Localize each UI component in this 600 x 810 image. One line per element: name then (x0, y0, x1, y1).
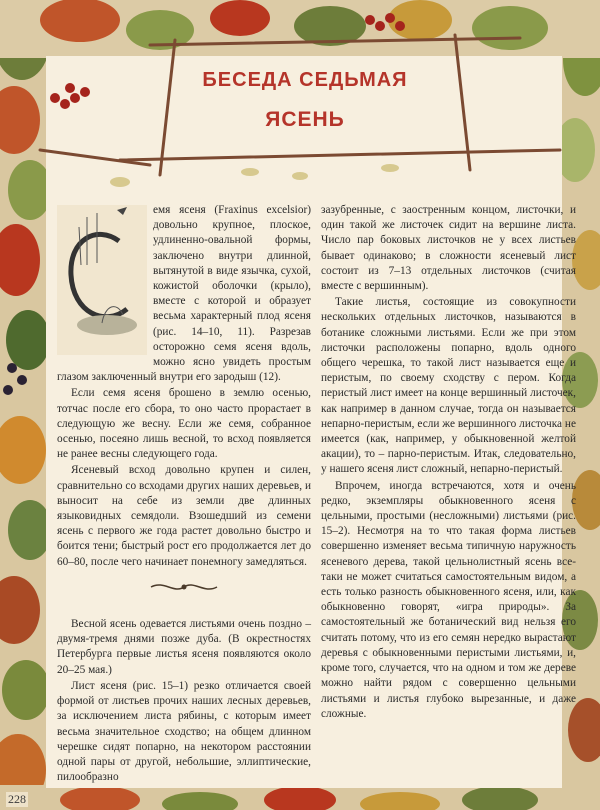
chapter-title-line2: ЯСЕНЬ (265, 108, 345, 131)
chapter-title (170, 55, 440, 155)
paragraph: Ясеневый всход довольно крупен и силен, сравнительно со всходами других наших деревьев, и выносит на себе из земли две длинных языковидных семядоли. Взошедший из семени ясень с первого же года растет довольно быстро и боится тени; быстрый рост его продолжается лет до 60–80, после чего начинает понемногу замедляться. (57, 464, 311, 568)
paragraph: емя ясеня (Fraxinus excelsior) довольно крупное, плоское, удлиненно-овальной формы, заключено внутри длинной, вытянутой в виде язычка, сухой, кожистой оболочки (крыло), вместе с которой и образует весьма характерный плод ясеня (рис. 14–10, 11). Разрезав осторожно семя ясеня вдоль, можно ясно увидеть простым глазом заключенный внутри его зародыш (12). (57, 204, 311, 384)
bottom-foliage-icon (0, 785, 600, 810)
page-number: 228 (8, 792, 26, 806)
chapter-title-line1: БЕСЕДА СЕДЬМАЯ (202, 69, 408, 91)
text-column-right (321, 203, 576, 722)
paragraph: Если семя ясеня брошено в землю осенью, тотчас после его сбора, то оно часто прорастает в следующую же весну. Если же семя, собранное осенью, посеяно лишь весной, то всход появляется не ранее весны следующего года. (57, 387, 311, 461)
paragraph: зазубренные, с заостренным концом, листочки, и один такой же листочек сидит на вершине листа. Число пар боковых листочков не у всех листьев бывает одинаково; в сложности ясеневый лист состоит из 7–13 отдельных листочков (считая вместе с вершинным). (321, 204, 576, 293)
paragraph: Такие листья, состоящие из совокупности нескольких отдельных листочков, называются в ботанике сложными листьями. Если же при этом листочки расположены попарно, вдоль одного общего черешка, то такой лист называется еще и перистым, по своему сходству с пером. Когда перистый лист имеет на конце вершинный листочек, как например в данном случае, тогда он называется непарно-перистым, если же вершинного листочка не имеется (как, например, у обыкновенной желтой акации), то – парно-перистым. Итак, следовательно, у нашего ясеня лист сложный, непарно-перистый. (321, 296, 576, 476)
text-column-left (57, 203, 311, 785)
ornament-divider (57, 580, 311, 599)
drop-cap-illustration-icon (57, 205, 147, 355)
paragraph: Лист ясеня (рис. 15–1) резко отличается своей формой от листьев прочих наших лесных деревьев, за исключением листа рябины, с которым имеет весьма значительное сходство; на общем длинном черешке сидят попарно, на некотором расстоянии одной пары от другой, небольшие, эллиптические, пилообразно (57, 679, 311, 784)
paragraph: Весной ясень одевается листьями очень поздно – двумя-тремя днями позже дуба. (В окрестностях Петербурга первые листья ясеня появляются около 20–25 мая.) (57, 618, 311, 676)
paragraph: Впрочем, иногда встречаются, хотя и очень редко, экземпляры обыкновенного ясеня с цельными, простыми (несложными) листьями (рис. 15–2). Несмотря на то что такая форма листьев совершенно изменяет весьма типичную наружность ясеневого дерева, такой цельнолистный ясень все-таки не может считаться самостоятельным видом, а есть только разность обыкновенного ясеня, или, как обыкновенно говорят, «игра природы». За самостоятельный же ботанический вид нельзя его считать потому, что из его семян нередко вырастают деревья с обыкновенными перистыми листьями, и, кроме того, случается, что на одном и том же дереве можно найти рядом с совершенно цельными листьями и листья глубоко вырезанные, и даже сложные. (321, 479, 576, 720)
ornament-icon (149, 580, 219, 594)
left-foliage-icon (0, 0, 52, 810)
